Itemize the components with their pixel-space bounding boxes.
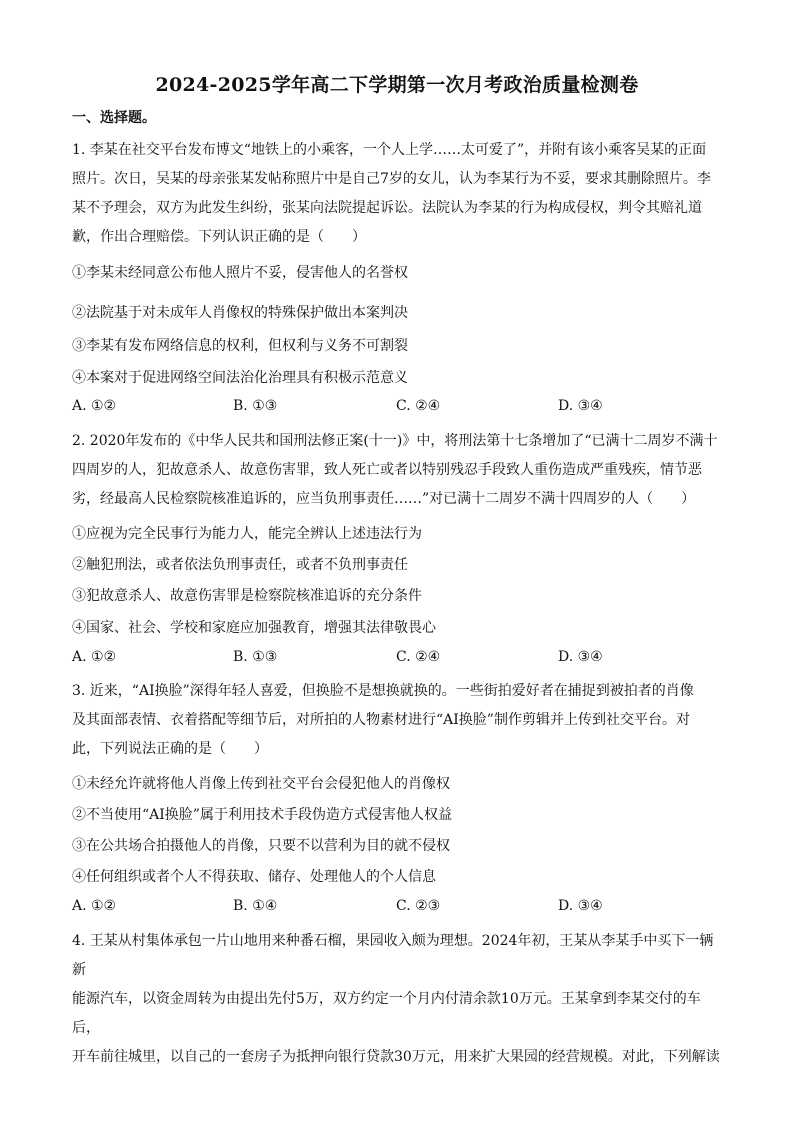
stem-line: 四周岁的人，犯故意杀人、故意伤害罪，致人死亡或者以特别残忍手段致人重伤造成严重残疾，情节恶: [72, 462, 702, 478]
stem-line: 歉，作出合理赔偿。下列认识正确的是（ ）: [72, 229, 366, 245]
question-3-choices: [72, 898, 724, 918]
question-2-option-3: ③犯故意杀人、故意伤害罪是检察院核准追诉的充分条件: [72, 588, 422, 604]
section-heading: 一、选择题。: [72, 110, 156, 126]
stem-line: 2. 2020年发布的《中华人民共和国刑法修正案(十一)》中，将刑法第十七条增加了“已满十二周岁不满十: [72, 433, 718, 449]
choice-a[interactable]: A. ①②: [72, 898, 117, 914]
question-3-option-2: ②不当使用“AI换脸”属于利用技术手段伪造方式侵害他人权益: [72, 807, 452, 823]
stem-line: 开车前往城里，以自己的一套房子为抵押向银行贷款30万元，用来扩大果园的经营规模。对此，下列解读: [72, 1049, 720, 1065]
choice-a[interactable]: A. ①②: [72, 398, 117, 414]
question-2-choices: [72, 649, 724, 669]
choice-b[interactable]: B. ①③: [233, 398, 278, 414]
question-2-stem: [72, 427, 724, 514]
choice-c[interactable]: C. ②④: [396, 398, 441, 414]
page-title: 2024-2025学年高二下学期第一次月考政治质量检测卷: [155, 74, 639, 96]
stem-line: 劣，经最高人民检察院核准追诉的，应当负刑事责任……”对已满十二周岁不满十四周岁的人（ ）: [72, 491, 696, 507]
question-1-option-1: ①李某未经同意公布他人照片不妥，侵害他人的名誉权: [72, 265, 408, 281]
stem-line: 此，下列说法正确的是（ ）: [72, 741, 268, 757]
stem-line: 及其面部表情、衣着搭配等细节后，对所拍的人物素材进行“AI换脸”制作剪辑并上传到社交平台。对: [72, 712, 690, 728]
question-1-option-3: ③李某有发布网络信息的权利，但权利与义务不可割裂: [72, 338, 408, 354]
question-4-stem: [72, 927, 724, 1072]
choice-d[interactable]: D. ③④: [558, 649, 603, 665]
choice-d[interactable]: D. ③④: [558, 398, 603, 414]
choice-c[interactable]: C. ②③: [396, 898, 441, 914]
question-2-option-1: ①应视为完全民事行为能力人，能完全辨认上述违法行为: [72, 526, 422, 542]
question-2-option-2: ②触犯刑法，或者依法负刑事责任，或者不负刑事责任: [72, 557, 408, 573]
stem-line: 能源汽车，以资金周转为由提出先付5万，双方约定一个月内付清余款10万元。王某拿到李某交付的车后，: [72, 991, 701, 1036]
choice-a[interactable]: A. ①②: [72, 649, 117, 665]
stem-line: 照片。次日，吴某的母亲张某发帖称照片中是自己7岁的女儿，认为李某行为不妥，要求其删除照片。李: [72, 171, 711, 187]
question-1-choices: [72, 398, 724, 418]
question-1-option-2: ②法院基于对未成年人肖像权的特殊保护做出本案判决: [72, 305, 408, 321]
stem-line: 3. 近来，“AI换脸”深得年轻人喜爱，但换脸不是想换就换的。一些街拍爱好者在捕捉到被拍者的肖像: [72, 683, 694, 699]
choice-b[interactable]: B. ①④: [233, 898, 278, 914]
question-3-option-4: ④任何组织或者个人不得获取、储存、处理他人的个人信息: [72, 869, 436, 885]
stem-line: 4. 王某从村集体承包一片山地用来种番石榴，果园收入颇为理想。2024年初，王某从李某手中买下一辆新: [72, 933, 714, 978]
question-3-option-3: ③在公共场合拍摄他人的肖像，只要不以营利为目的就不侵权: [72, 838, 450, 854]
question-1-option-4: ④本案对于促进网络空间法治化治理具有积极示范意义: [72, 370, 408, 386]
stem-line: 1. 李某在社交平台发布博文“地铁上的小乘客，一个人上学……太可爱了”，并附有该小乘客吴某的正面: [72, 142, 707, 158]
question-3-option-1: ①未经允许就将他人肖像上传到社交平台会侵犯他人的肖像权: [72, 776, 450, 792]
question-2-option-4: ④国家、社会、学校和家庭应加强教育，增强其法律敬畏心: [72, 620, 436, 636]
choice-b[interactable]: B. ①③: [233, 649, 278, 665]
choice-c[interactable]: C. ②④: [396, 649, 441, 665]
question-1-stem: [72, 136, 724, 252]
stem-line: 某不予理会，双方为此发生纠纷，张某向法院提起诉讼。法院认为李某的行为构成侵权，判令其赔礼道: [72, 200, 702, 216]
question-3-stem: [72, 677, 724, 764]
choice-d[interactable]: D. ③④: [558, 898, 603, 914]
